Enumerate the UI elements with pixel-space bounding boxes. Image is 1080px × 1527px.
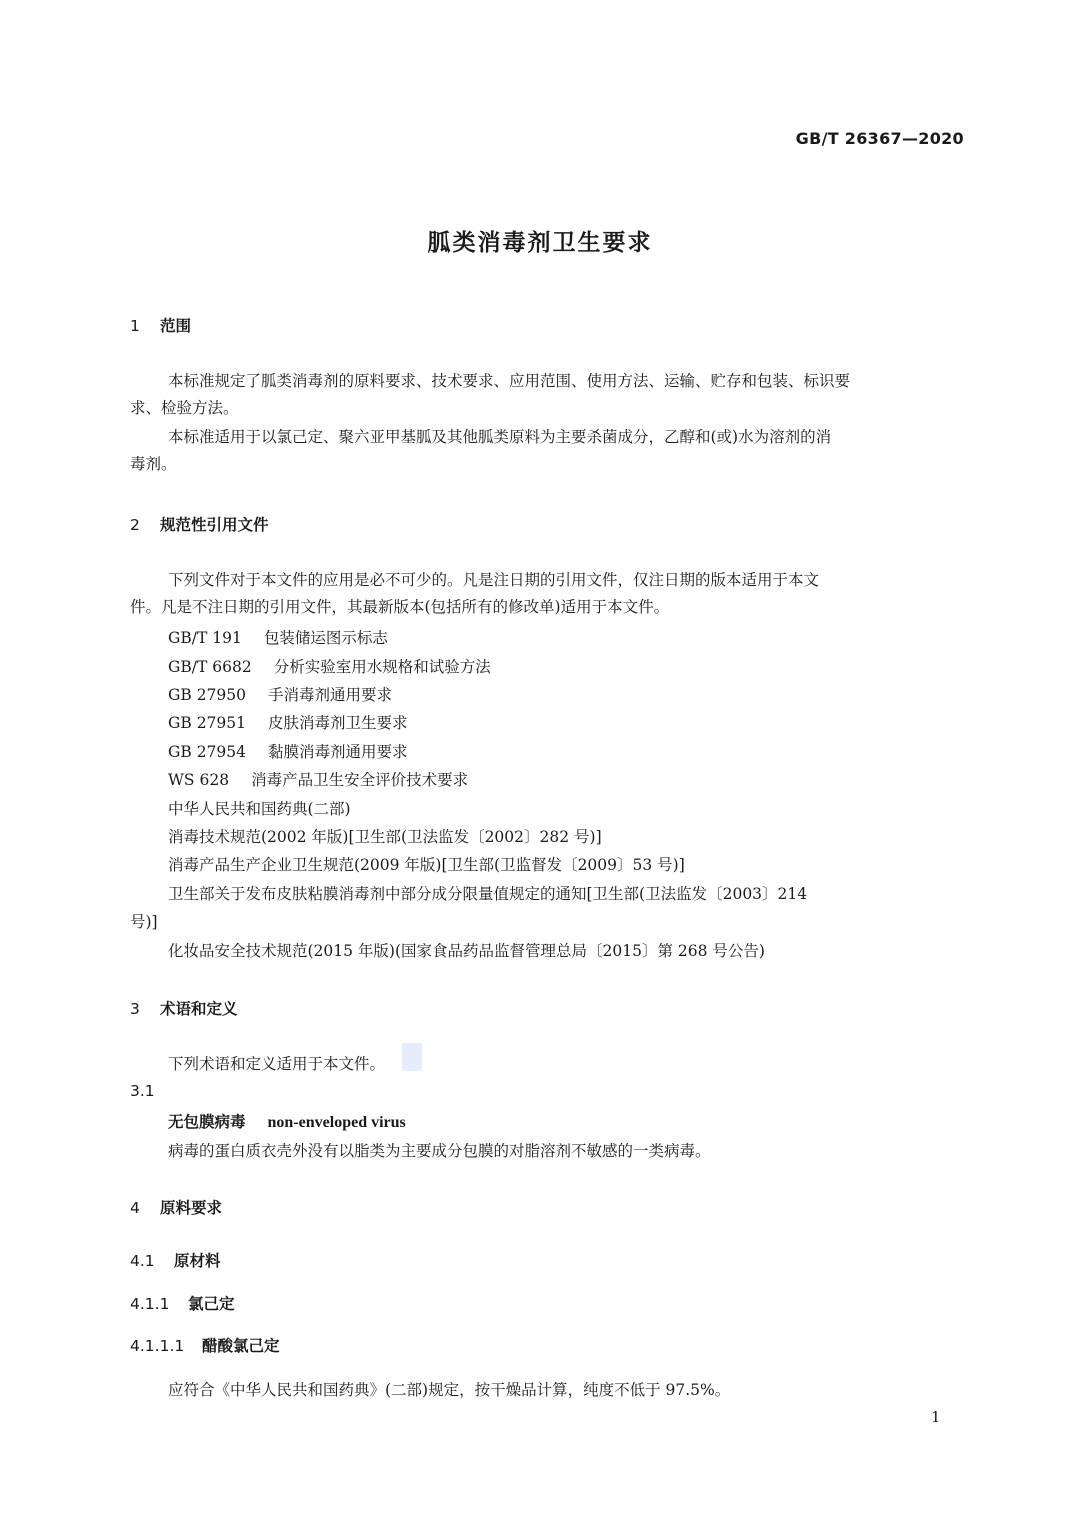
- section-number: 4: [130, 1199, 140, 1217]
- reference-name: 皮肤消毒剂卫生要求: [268, 714, 408, 732]
- section-title: 术语和定义: [160, 1000, 238, 1018]
- section-3-heading: [130, 997, 238, 1019]
- section-4-1-heading: [130, 1249, 221, 1271]
- section-title: 原料要求: [160, 1199, 223, 1217]
- section-number: 2: [130, 516, 140, 534]
- reference-item: 卫生部关于发布皮肤粘膜消毒剂中部分成分限量值规定的通知[卫生部(卫法监发〔2003〕214: [168, 885, 808, 903]
- section-2-paragraph-1: [130, 567, 965, 621]
- reference-code: GB 27950: [168, 686, 247, 704]
- section-4-heading: [130, 1196, 222, 1218]
- term-definition: 病毒的蛋白质衣壳外没有以脂类为主要成分包膜的对脂溶剂不敏感的一类病毒。: [168, 1142, 711, 1160]
- section-1-paragraph-1: [130, 368, 965, 422]
- section-1-paragraph-2: [130, 424, 965, 478]
- section-title: 原材料: [174, 1252, 221, 1270]
- term-english: non-enveloped virus: [267, 1114, 406, 1131]
- reference-item: 消毒产品生产企业卫生规范(2009 年版)[卫生部(卫监督发〔2009〕53 号)]: [168, 856, 685, 874]
- reference-item: 中华人民共和国药典(二部): [168, 800, 351, 818]
- reference-code: GB 27954: [168, 743, 247, 761]
- text-line: 毒剂。: [130, 455, 177, 473]
- section-4-1-1-1-paragraph: 应符合《中华人民共和国药典》(二部)规定，按干燥品计算，纯度不低于 97.5%。: [168, 1381, 731, 1399]
- section-title: 规范性引用文件: [160, 516, 269, 534]
- reference-item: [168, 768, 468, 790]
- reference-item: [168, 683, 392, 705]
- section-number: 4.1: [130, 1252, 155, 1270]
- reference-name: 手消毒剂通用要求: [268, 686, 393, 704]
- section-title: 醋酸氯己定: [202, 1337, 280, 1355]
- section-title: 氯己定: [188, 1295, 235, 1313]
- section-number: 4.1.1: [130, 1295, 170, 1313]
- reference-name: 包装储运图示标志: [263, 629, 388, 647]
- text-line: 件。凡是不注日期的引用文件，其最新版本(包括所有的修改单)适用于本文件。: [130, 598, 670, 616]
- reference-code: GB/T 6682: [168, 658, 252, 676]
- standard-code: GB/T 26367—2020: [795, 129, 964, 148]
- section-number: 3: [130, 1000, 140, 1018]
- section-2-heading: [130, 513, 269, 535]
- term-chinese: 无包膜病毒: [168, 1113, 246, 1131]
- reference-item: [168, 711, 408, 733]
- text-line: 下列文件对于本文件的应用是必不可少的。凡是注日期的引用文件，仅注日期的版本适用于本文: [168, 571, 820, 589]
- scan-artifact: [402, 1043, 422, 1071]
- reference-name: 分析实验室用水规格和试验方法: [273, 658, 491, 676]
- reference-item-continuation: 号)]: [130, 913, 158, 931]
- reference-item: 化妆品安全技术规范(2015 年版)(国家食品药品监督管理总局〔2015〕第 268 号公告): [168, 942, 765, 960]
- subsection-number: 3.1: [130, 1082, 155, 1100]
- section-4-1-1-heading: [130, 1292, 235, 1314]
- text-line: 本标准适用于以氯己定、聚六亚甲基胍及其他胍类原料为主要杀菌成分，乙醇和(或)水为溶剂的消: [168, 428, 832, 446]
- reference-item: 消毒技术规范(2002 年版)[卫生部(卫法监发〔2002〕282 号)]: [168, 828, 602, 846]
- term-entry: [168, 1110, 406, 1132]
- section-4-1-1-1-heading: [130, 1334, 280, 1356]
- page-number: 1: [931, 1408, 941, 1426]
- section-3-paragraph-1: 下列术语和定义适用于本文件。: [168, 1055, 386, 1073]
- reference-item: [168, 740, 408, 762]
- section-number: 4.1.1.1: [130, 1337, 185, 1355]
- section-number: 1: [130, 317, 140, 335]
- reference-item: [168, 626, 388, 648]
- reference-code: WS 628: [168, 771, 230, 789]
- reference-code: GB/T 191: [168, 629, 242, 647]
- section-title: 范围: [160, 317, 192, 335]
- document-title: 胍类消毒剂卫生要求: [427, 230, 653, 256]
- section-1-heading: [130, 314, 191, 336]
- reference-code: GB 27951: [168, 714, 247, 732]
- text-line: 求、检验方法。: [130, 399, 239, 417]
- text-line: 本标准规定了胍类消毒剂的原料要求、技术要求、应用范围、使用方法、运输、贮存和包装、标识要: [168, 372, 851, 390]
- reference-item: [168, 655, 491, 677]
- reference-name: 消毒产品卫生安全评价技术要求: [251, 771, 469, 789]
- reference-name: 黏膜消毒剂通用要求: [268, 743, 408, 761]
